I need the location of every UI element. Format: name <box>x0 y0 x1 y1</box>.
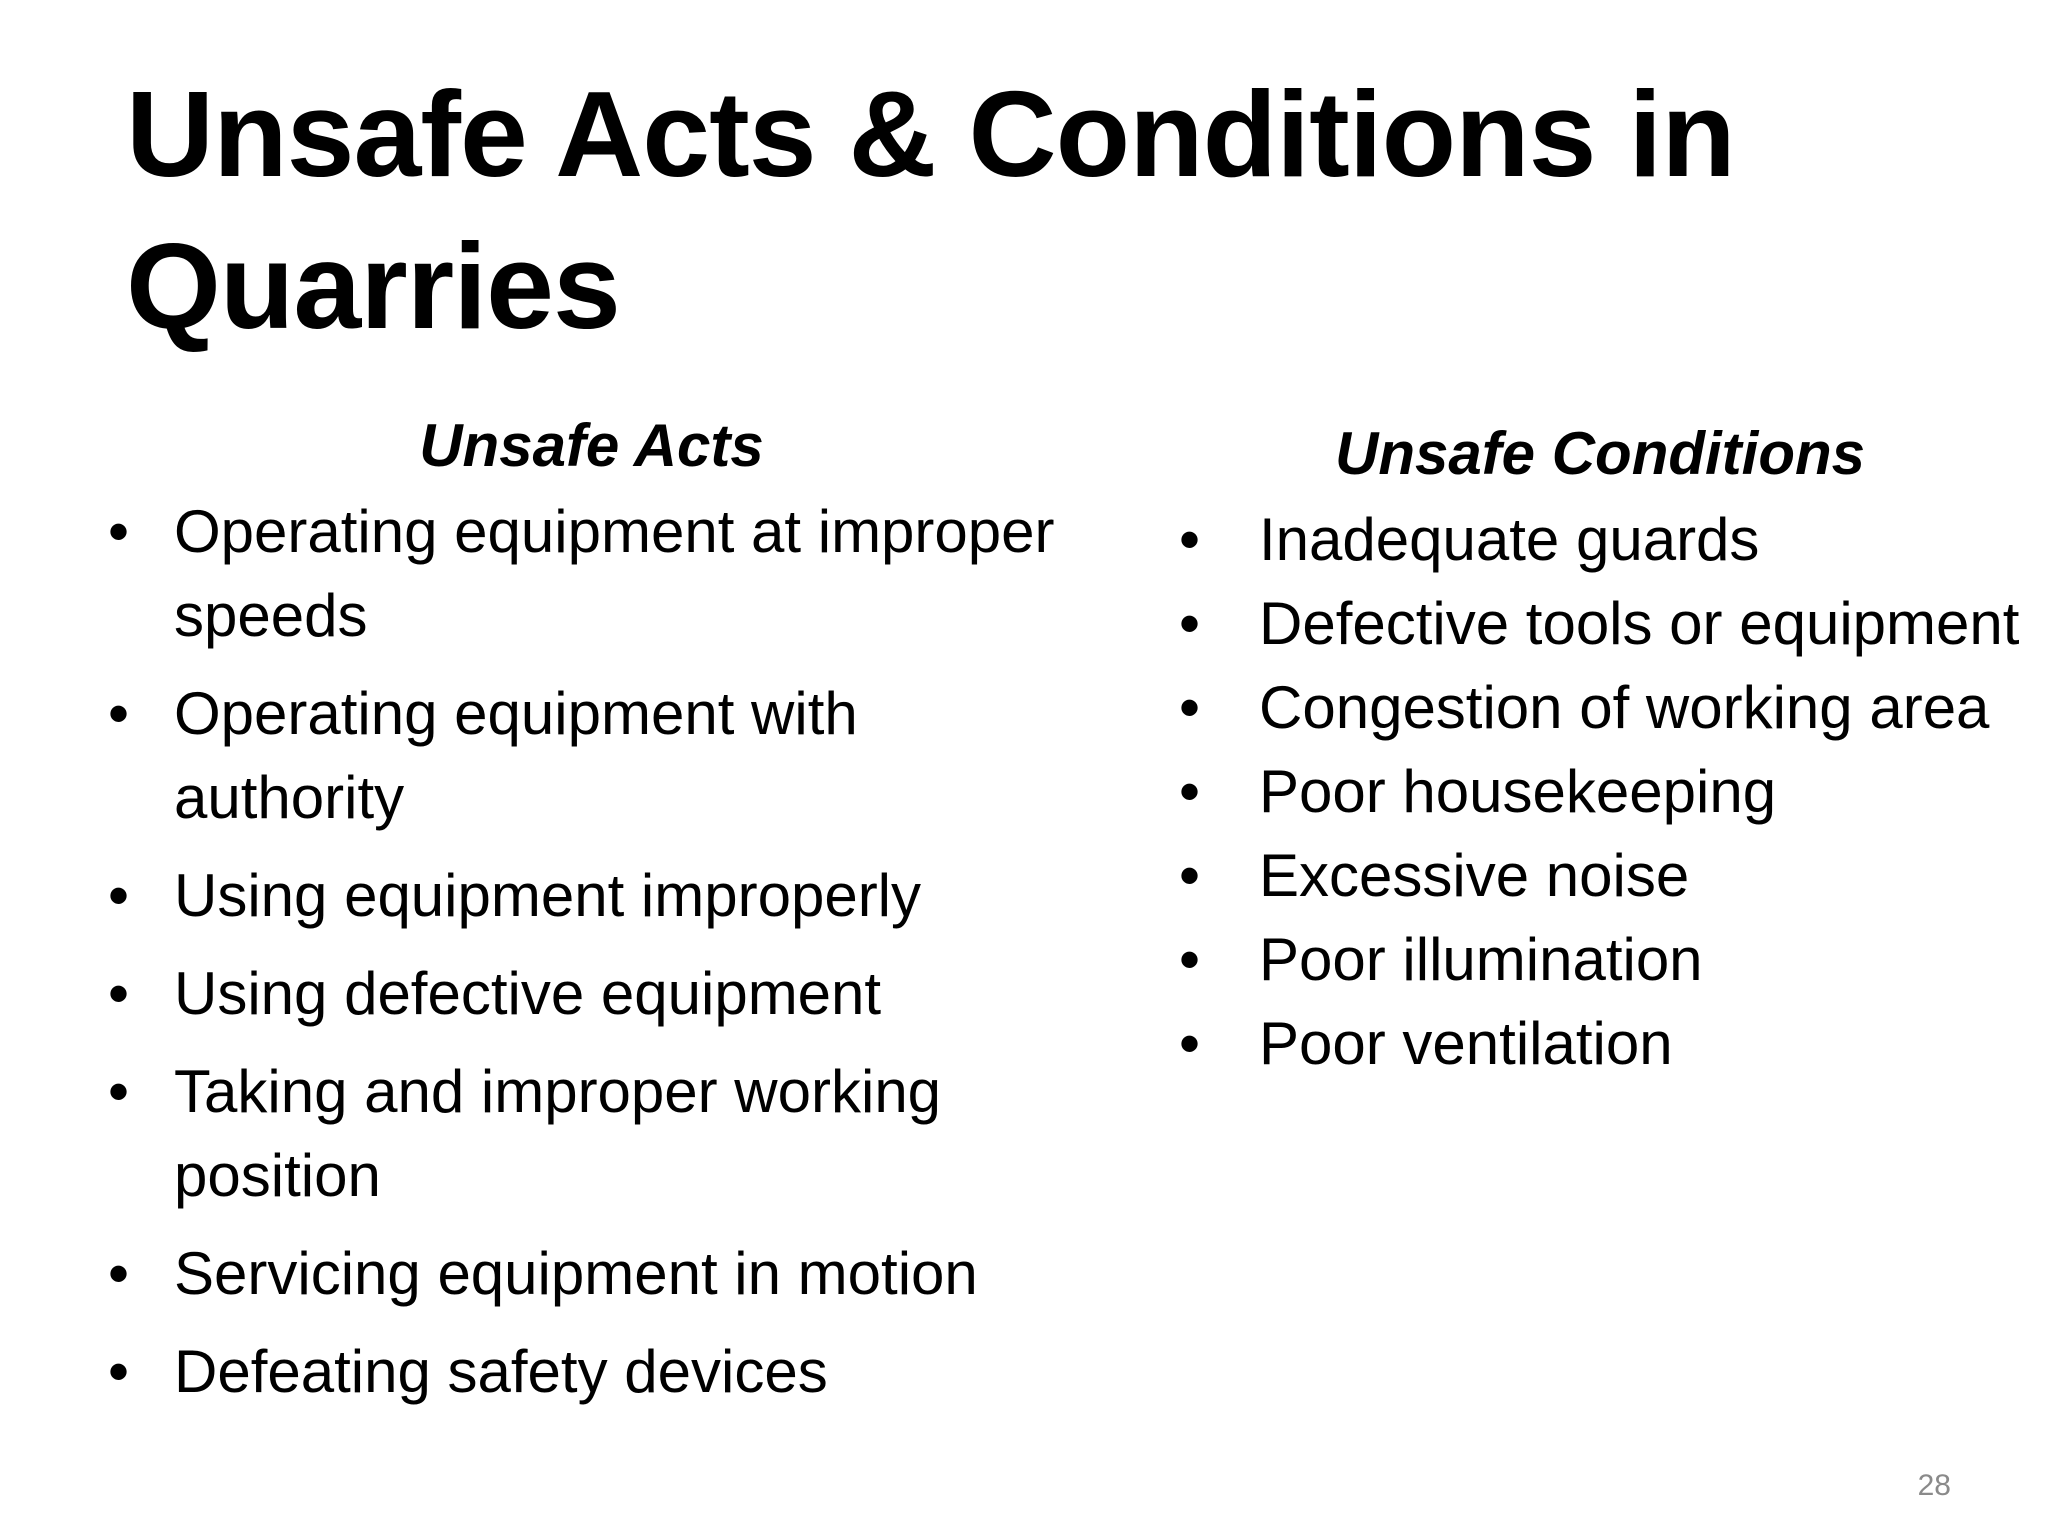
list-item-text: Congestion of working area <box>1259 674 1990 741</box>
list-item-text: Poor housekeeping <box>1259 758 1777 825</box>
list-item <box>1175 834 2035 918</box>
list-item <box>1175 582 2035 666</box>
unsafe-acts-list <box>104 490 1084 1414</box>
list-item-text: Operating equipment with authority <box>174 680 858 831</box>
bullet-icon: • <box>1179 674 1201 741</box>
unsafe-conditions-column <box>1175 418 2035 1086</box>
list-item <box>104 1232 1084 1316</box>
unsafe-conditions-heading: Unsafe Conditions <box>1334 420 1865 487</box>
bullet-icon: • <box>108 1058 130 1125</box>
list-item <box>1175 918 2035 1002</box>
list-item-text: Defeating safety devices <box>174 1338 828 1405</box>
bullet-icon: • <box>1179 1010 1201 1077</box>
list-item <box>1175 666 2035 750</box>
list-item-text: Using defective equipment <box>174 960 882 1027</box>
list-item-text: Excessive noise <box>1259 842 1690 909</box>
list-item-text: Defective tools or equipment <box>1259 590 2020 657</box>
bullet-icon: • <box>108 1240 130 1307</box>
unsafe-acts-column <box>104 410 1084 1428</box>
list-item <box>104 672 1084 840</box>
list-item-text: Taking and improper working position <box>174 1058 942 1209</box>
list-item-text: Inadequate guards <box>1259 506 1760 573</box>
list-item-text: Poor illumination <box>1259 926 1703 993</box>
unsafe-conditions-list <box>1175 498 2035 1086</box>
bullet-icon: • <box>108 862 130 929</box>
list-item <box>104 854 1084 938</box>
list-item-text: Poor ventilation <box>1259 1010 1673 1077</box>
list-item-text: Operating equipment at improper speeds <box>174 498 1055 649</box>
list-item <box>104 952 1084 1036</box>
bullet-icon: • <box>1179 926 1201 993</box>
unsafe-acts-heading: Unsafe Acts <box>419 412 764 479</box>
bullet-icon: • <box>1179 506 1201 573</box>
bullet-icon: • <box>108 498 130 565</box>
slide-title: Unsafe Acts & Conditions in Quarries <box>126 66 1735 354</box>
bullet-icon: • <box>1179 842 1201 909</box>
list-item-text: Using equipment improperly <box>174 862 922 929</box>
bullet-icon: • <box>1179 590 1201 657</box>
list-item <box>1175 1002 2035 1086</box>
list-item <box>104 1050 1084 1218</box>
list-item-text: Servicing equipment in motion <box>174 1240 978 1307</box>
bullet-icon: • <box>108 1338 130 1405</box>
list-item <box>1175 750 2035 834</box>
list-item <box>1175 498 2035 582</box>
bullet-icon: • <box>108 680 130 747</box>
list-item <box>104 490 1084 658</box>
bullet-icon: • <box>108 960 130 1027</box>
page-number: 28 <box>1917 1469 1951 1502</box>
list-item <box>104 1330 1084 1414</box>
bullet-icon: • <box>1179 758 1201 825</box>
